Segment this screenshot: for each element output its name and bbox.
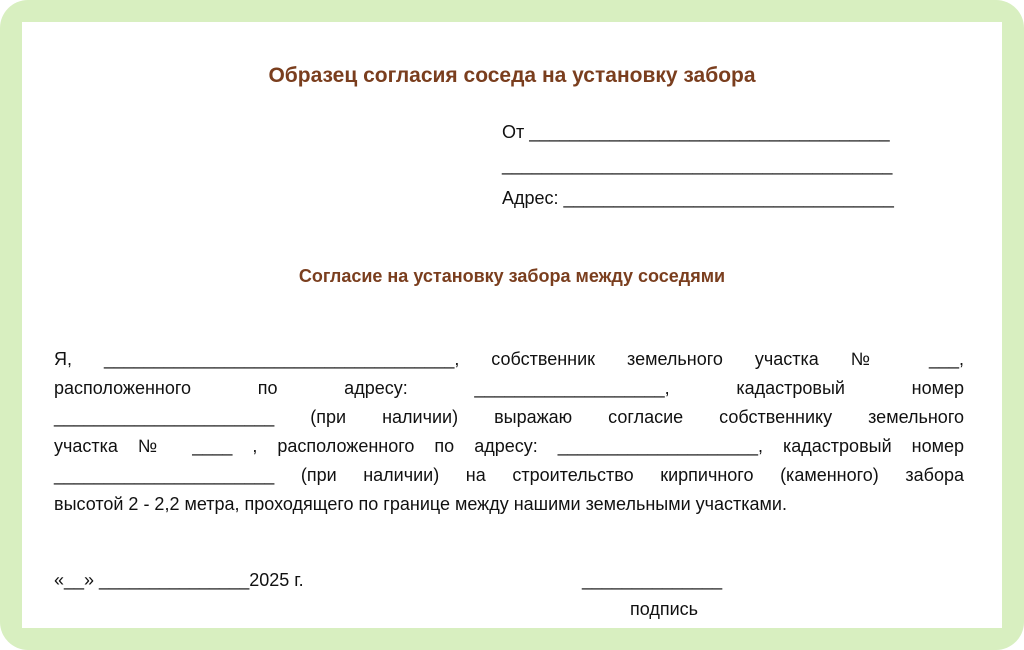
from-line: От ____________________________________ (502, 122, 890, 142)
body-line: расположенного по адресу: ___________________, кадастровый номер (54, 378, 964, 398)
body-line: участка № ____ , расположенного по адресу: ____________________, кадастровый номер (54, 436, 964, 456)
consent-body (54, 345, 964, 519)
signature-label: подпись (630, 599, 699, 619)
blank-line: _______________________________________ (502, 155, 893, 175)
document-subtitle: Согласие на установку забора между соседями (298, 266, 726, 286)
body-line: Я, ___________________________________, собственник земельного участка № ___, (54, 349, 964, 369)
body-line: ______________________ (при наличии) на строительство кирпичного (каменного) забора (54, 465, 964, 485)
document-sheet (22, 22, 1002, 628)
body-line: ______________________ (при наличии) выражаю согласие собственнику земельного (54, 407, 964, 427)
date-line: «__» _______________2025 г. (54, 570, 304, 590)
document-title: Образец согласия соседа на установку забора (268, 64, 756, 87)
sender-block (502, 116, 962, 215)
body-line: высотой 2 - 2,2 метра, проходящего по границе между нашими земельными участками. (54, 494, 787, 514)
address-line: Адрес: _________________________________ (502, 188, 894, 208)
signature-line: ______________ (582, 570, 723, 590)
